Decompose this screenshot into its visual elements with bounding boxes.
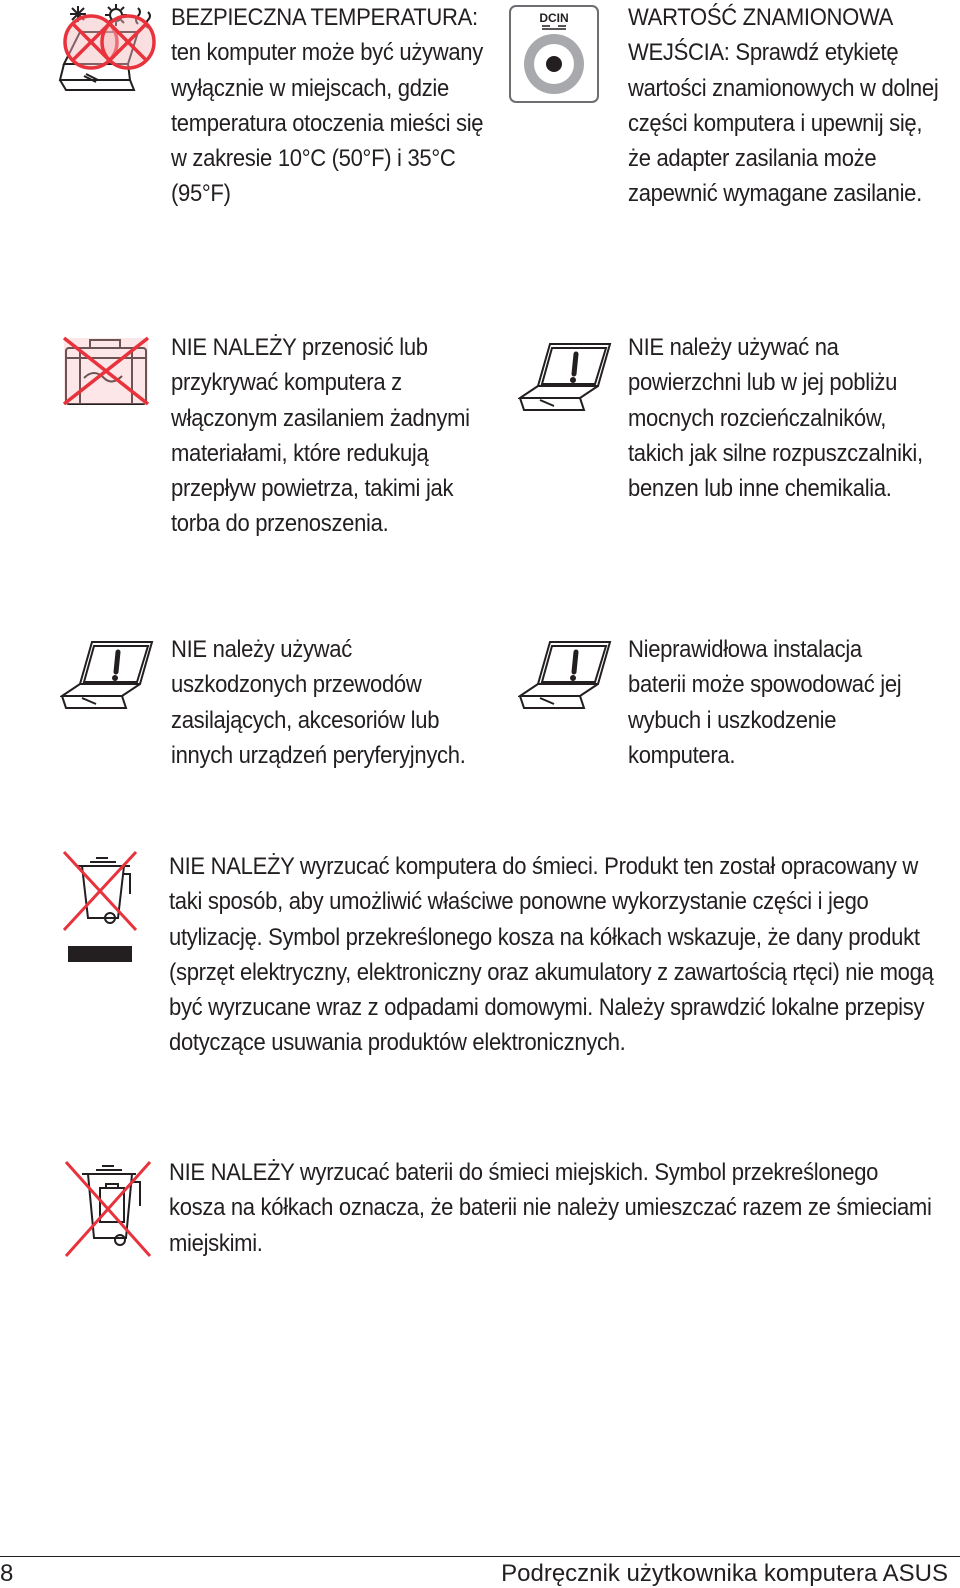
input-rating-notice: WARTOŚĆ ZNAMIONOWA WEJŚCIA: Sprawdź etykietę wartości znamionowych w dolnej części komputera i upewnij się, że adapter zasilania może zapewnić wymagane zasilanie.: [628, 4, 939, 208]
laptop-warning-icon: [518, 636, 616, 718]
page-number: 8: [0, 1560, 14, 1587]
no-solvents-notice: NIE należy używać na powierzchni lub w jej pobliżu mocnych rozcieńczalników, takich jak silne rozpuszczalniki, benzen lub inne chemikalia.: [628, 334, 923, 503]
damaged-cords-notice: NIE należy używać uszkodzonych przewodów zasilających, akcesoriów lub innych urządzeń peryferyjnych.: [171, 636, 466, 769]
crossed-bin-icon: [62, 850, 138, 966]
safe-temperature-notice: BEZPIECZNA TEMPERATURA: ten komputer może być używany wyłącznie w miejscach, gdzie temperatura otoczenia mieści się w zakresie 10°C (50°F) i 35°C (95°F): [171, 4, 484, 208]
footer-divider: [0, 1556, 960, 1557]
do-not-carry-notice: NIE NALEŻY przenosić lub przykrywać komputera z włączonym zasilaniem żadnymi materiałami, które redukują przepływ powietrza, takimi jak torba do przenoszenia.: [171, 334, 470, 538]
weee-battery-notice: NIE NALEŻY wyrzucać baterii do śmieci miejskich. Symbol przekreślonego kosza na kółkach oznacza, że baterii nie należy umieszczać razem ze śmieciami miejskimi.: [169, 1159, 932, 1257]
manual-title: Podręcznik użytkownika komputera ASUS: [501, 1560, 948, 1587]
weee-computer-notice: NIE NALEŻY wyrzucać komputera do śmieci. Produkt ten został opracowany w taki sposób, aby umożliwić właściwe ponowne wykorzystanie części i jego utylizację. Symbol przekreślonego kosza na kółkach wskazuje, że dany produkt (sprzęt elektryczny, elektroniczny oraz akumulatory z zawartością rtęci) nie mogą być wyrzucane wraz z odpadami domowymi. Należy sprawdzić lokalne przepisy dotyczące usuwania produktów elektronicznych.: [169, 853, 934, 1057]
hot-cold-laptop-icon: [56, 2, 161, 114]
crossed-bin-battery-icon: [62, 1158, 154, 1260]
laptop-warning-icon: [60, 636, 158, 718]
laptop-warning-icon: [518, 338, 616, 420]
dcin-label: DCIN: [539, 11, 569, 25]
laptop-bag-prohibited-icon: [60, 334, 152, 408]
battery-install-notice: Nieprawidłowa instalacja baterii może spowodować jej wybuch i uszkodzenie komputera.: [628, 636, 902, 769]
dcin-jack-icon: [508, 4, 600, 104]
